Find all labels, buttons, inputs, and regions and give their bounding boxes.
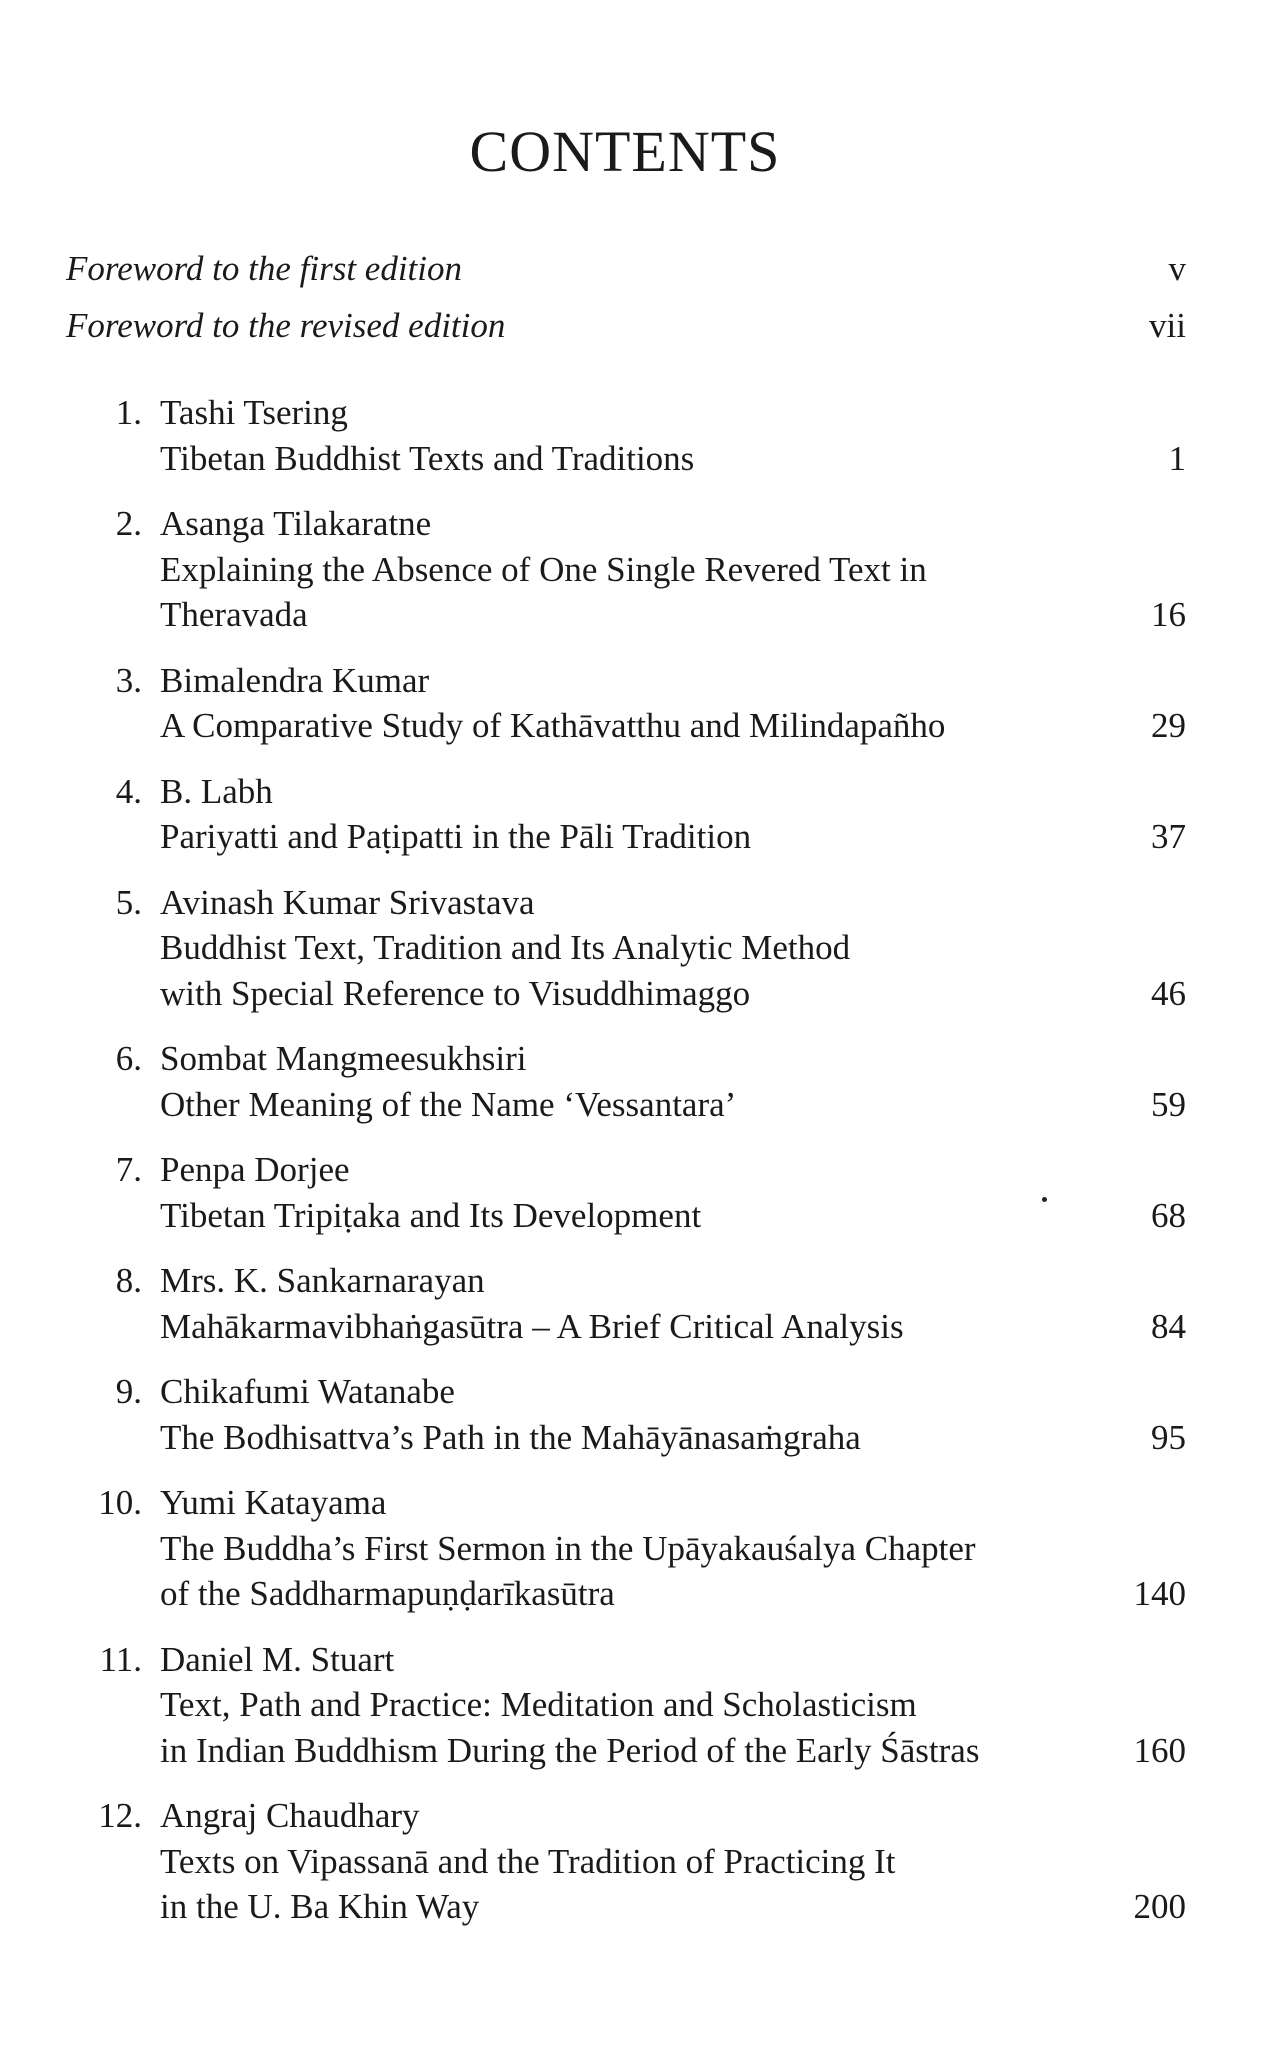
- entry-number: 5.: [115, 882, 142, 922]
- entry-title-line: Theravada: [160, 595, 308, 634]
- entry-author: Asanga Tilakaratne: [160, 504, 432, 543]
- entry-page-number: 16: [1151, 595, 1186, 634]
- entry-body: [160, 1793, 1076, 1930]
- foreword-list: [66, 240, 1186, 354]
- entry-number: 10.: [98, 1483, 142, 1522]
- entry-title-line: The Buddha’s First Sermon in the Upāyakauśalya Chapter: [160, 1528, 976, 1568]
- foreword-entry: [66, 240, 1186, 297]
- entry-title-line: Pariyatti and Paṭipatti in the Pāli Tradition: [160, 817, 752, 856]
- entry-author: Mrs. K. Sankarnarayan: [160, 1261, 485, 1300]
- entry-author: Sombat Mangmeesukhsiri: [160, 1039, 527, 1078]
- entry-title-line: Explaining the Absence of One Single Revered Text in: [160, 549, 927, 589]
- entry-author: Daniel M. Stuart: [160, 1639, 395, 1679]
- toc-entry: [66, 1637, 1186, 1774]
- entry-title-line: in the U. Ba Khin Way: [160, 1887, 480, 1926]
- entry-number: 8.: [115, 1261, 142, 1300]
- entry-page-number: 1: [1168, 438, 1186, 478]
- entry-title-line: A Comparative Study of Kathāvatthu and Milindapañho: [160, 706, 946, 745]
- entry-number: 9.: [115, 1372, 142, 1411]
- toc-entry: [66, 658, 1186, 749]
- toc-entry: [66, 390, 1186, 481]
- entry-number: 7.: [115, 1150, 142, 1189]
- entry-page-number: 29: [1151, 706, 1186, 745]
- entry-body: [160, 769, 1076, 860]
- entry-title-line: Buddhist Text, Tradition and Its Analytic Method: [160, 928, 851, 967]
- entry-body: [160, 658, 1076, 749]
- entry-body: [160, 1147, 1076, 1238]
- entry-title-line: Tibetan Buddhist Texts and Traditions: [160, 438, 695, 478]
- entry-body: [160, 1036, 1076, 1127]
- toc-entry: [66, 1793, 1186, 1930]
- print-speck: [1042, 1197, 1047, 1202]
- entry-page-number: 59: [1151, 1084, 1186, 1124]
- toc-entry: [66, 501, 1186, 638]
- entry-title-line: Tibetan Tripiṭaka and Its Development: [160, 1195, 702, 1235]
- entry-title-line: Text, Path and Practice: Meditation and Scholasticism: [160, 1685, 917, 1724]
- entry-author: Bimalendra Kumar: [160, 660, 430, 700]
- toc-entry: [66, 1147, 1186, 1238]
- entry-number: 2.: [115, 504, 142, 543]
- entry-author: Chikafumi Watanabe: [160, 1372, 455, 1411]
- entry-author: Angraj Chaudhary: [160, 1796, 420, 1835]
- entry-title-line: with Special Reference to Visuddhimaggo: [160, 973, 751, 1013]
- entry-number: 12.: [98, 1796, 142, 1835]
- foreword-page-number: vii: [1149, 306, 1186, 345]
- entry-number: 1.: [115, 393, 142, 432]
- entry-number: 11.: [99, 1639, 142, 1679]
- entry-body: [160, 501, 1076, 638]
- entry-title-line: The Bodhisattva’s Path in the Mahāyānasaṁgraha: [160, 1417, 861, 1457]
- entry-author: B. Labh: [160, 771, 273, 811]
- toc-entry: [66, 1258, 1186, 1349]
- page-title: CONTENTS: [469, 119, 781, 184]
- entry-number: 6.: [115, 1039, 142, 1078]
- entry-title-line: Texts on Vipassanā and the Tradition of Practicing It: [160, 1841, 896, 1881]
- toc-entry: [66, 1369, 1186, 1460]
- toc-entry: [66, 880, 1186, 1017]
- entry-title-line: in Indian Buddhism During the Period of the Early Śāstras: [160, 1730, 980, 1770]
- entry-body: [160, 1369, 1076, 1460]
- entry-page-number: 68: [1151, 1195, 1186, 1235]
- entry-title-line: Mahākarmavibhaṅgasūtra – A Brief Critical Analysis: [160, 1306, 904, 1346]
- foreword-title: Foreword to the revised edition: [66, 306, 506, 345]
- chapter-list: [66, 390, 1186, 1950]
- entry-page-number: 140: [1133, 1574, 1186, 1613]
- entry-author: Tashi Tsering: [160, 393, 348, 432]
- entry-author: Avinash Kumar Srivastava: [160, 882, 535, 922]
- entry-body: [160, 390, 1076, 481]
- foreword-entry: [66, 297, 1186, 354]
- toc-entry: [66, 1036, 1186, 1127]
- entry-body: [160, 1480, 1076, 1617]
- entry-title-line: Other Meaning of the Name ‘Vessantara’: [160, 1084, 737, 1124]
- entry-title-line: of the Saddharmapuṇḍarīkasūtra: [160, 1574, 615, 1613]
- entry-body: [160, 1637, 1076, 1774]
- entry-page-number: 37: [1151, 817, 1186, 856]
- foreword-page-number: v: [1168, 249, 1186, 288]
- entry-author: Penpa Dorjee: [160, 1150, 350, 1189]
- foreword-title: Foreword to the first edition: [66, 249, 463, 288]
- entry-page-number: 46: [1151, 973, 1186, 1013]
- entry-page-number: 84: [1151, 1306, 1186, 1346]
- entry-body: [160, 880, 1076, 1017]
- entry-page-number: 200: [1133, 1887, 1186, 1926]
- entry-body: [160, 1258, 1076, 1349]
- toc-entry: [66, 1480, 1186, 1617]
- entry-number: 4.: [115, 771, 142, 811]
- entry-page-number: 95: [1151, 1417, 1186, 1457]
- entry-number: 3.: [115, 660, 142, 700]
- toc-entry: [66, 769, 1186, 860]
- entry-author: Yumi Katayama: [160, 1483, 387, 1522]
- entry-page-number: 160: [1133, 1730, 1186, 1770]
